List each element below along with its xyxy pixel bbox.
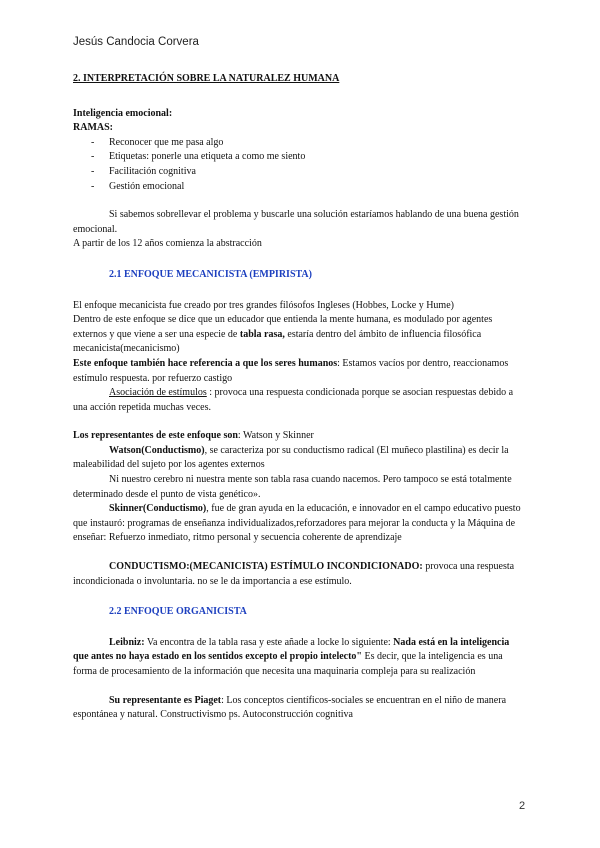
skinner-paragraph: Skinner(Conductismo), fue de gran ayuda en la educación, e innovador en el campo educativo puesto que instauró: programas de enseñanza individualizados,reforzadores para mejorar la conducta y la Máquina de enseñar: Refuerzo inmediato, ritmo personal y secuencia coherente de aprendizaje xyxy=(73,503,521,544)
ramas-list xyxy=(73,136,525,194)
page-number: 2 xyxy=(519,800,526,812)
watson-term: Watson(Conductismo) xyxy=(109,444,205,456)
conductismo-paragraph: CONDUCTISMO:(MECANICISTA) ESTÍMULO INCONDICIONADO: provoca una respuesta incondicionada o involuntaria. no se le da importancia a ese estímulo. xyxy=(73,561,515,587)
cerebro-paragraph: Ni nuestro cerebro ni nuestra mente son tabla rasa cuando nacemos. Pero tampoco se está totalmente determinado desde el punto de vista genético». xyxy=(73,474,512,500)
piaget-term: Su representante es Piaget xyxy=(109,694,222,706)
ramas-label: RAMAS: xyxy=(73,122,113,134)
seres-humanos-paragraph: Este enfoque también hace referencia a que los seres humanos: Estamos vacíos por dentro, reaccionamos estímulo respuesta. por refuerzo castigo xyxy=(73,357,509,384)
list-item: - Gestión emocional xyxy=(91,180,525,195)
piaget-paragraph: Su representante es Piaget: Los conceptos científicos-sociales se encuentran en el niño de manera espontánea y natural. Constructivismo ps. Autoconstrucción cognitiva xyxy=(73,694,507,721)
tabla-rasa-term: tabla rasa, xyxy=(239,328,285,340)
mecanicista-intro: El enfoque mecanicista fue creado por tres grandes filósofos Ingleses (Hobbes, Locke y Hume) xyxy=(73,299,454,311)
emotional-paragraph: Si sabemos sobrellevar el problema y buscarle una solución estaríamos hablando de una buena gestión emocional. xyxy=(73,209,519,235)
section-title: 2. INTERPRETACIÓN SOBRE LA NATURALEZ HUMANA xyxy=(73,73,340,84)
leibniz-paragraph: Leibniz: Va encontra de la tabla rasa y este añade a locke lo siguiente: Nada está en la inteligencia que antes no haya estado en los sentidos excepto el propio intelecto" Es decir, que la inteligencia es una forma de procesamiento de la información que necesita una maquinaria compleja para su realización xyxy=(73,636,510,677)
list-item: - Facilitación cognitiva xyxy=(91,165,525,180)
list-item: - Etiquetas: ponerle una etiqueta a como me siento xyxy=(91,150,525,165)
watson-paragraph: Watson(Conductismo), se caracteriza por su conductismo radical (El muñeco plastilina) es decir la maleabilidad del sujeto por los agentes externos xyxy=(73,444,509,471)
subsection-title-mecanicista: 2.1 ENFOQUE MECANICISTA (EMPIRISTA) xyxy=(109,268,312,280)
representantes-paragraph: Los representantes de este enfoque son: Watson y Skinner xyxy=(73,430,314,442)
leibniz-quote: Nada está en la inteligencia que antes no haya estado en los sentidos excepto el propio intelecto" xyxy=(73,636,510,663)
asociacion-paragraph: Asociación de estímulos : provoca una respuesta condicionada porque se asocian respuestas debido a una acción repetida muchas veces. xyxy=(73,387,514,413)
mecanicista-paragraph: Dentro de este enfoque se dice que un educador que entienda la mente humana, es modulado por agentes externos y que viene a ser una especie de tabla rasa, estaría dentro del ámbito de influencia filosófica mecanicista(mecanicismo) xyxy=(73,314,493,355)
emotional-intelligence-title: Inteligencia emocional: xyxy=(73,107,173,119)
page-content xyxy=(73,72,525,723)
page-header-author: Jesús Candocia Corvera xyxy=(73,36,199,48)
abstraction-paragraph: A partir de los 12 años comienza la abstracción xyxy=(73,238,262,250)
leibniz-term: Leibniz: xyxy=(109,636,145,648)
skinner-term: Skinner(Conductismo) xyxy=(109,503,207,515)
subsection-title-organicista: 2.2 ENFOQUE ORGANICISTA xyxy=(109,606,247,618)
list-item: - Reconocer que me pasa algo xyxy=(91,136,525,151)
asociacion-term: Asociación de estímulos xyxy=(109,387,207,399)
